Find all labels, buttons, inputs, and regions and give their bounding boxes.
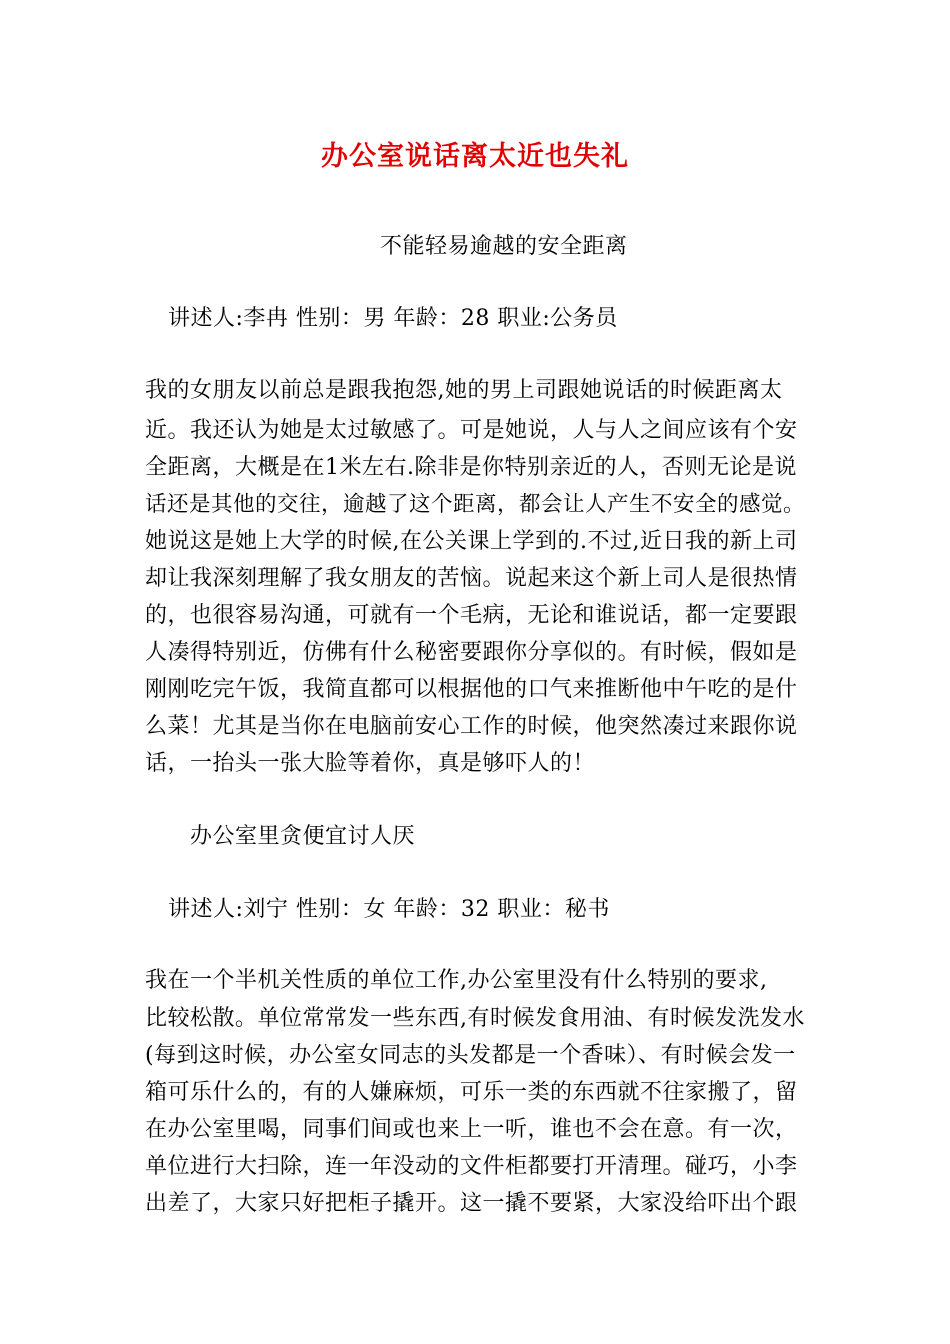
paragraph-line: 的，也很容易沟通，可就有一个毛病，无论和谁说话，都一定要跟 (145, 603, 798, 628)
paragraph-line: 么菜！尤其是当你在电脑前安心工作的时候，他突然凑过来跟你说 (145, 714, 798, 739)
narrator-info-1: 讲述人:李冉 性别：男 年龄：28 职业:公务员 (168, 306, 618, 331)
section-heading-1: 不能轻易逾越的安全距离 (380, 234, 628, 259)
paragraph-line: 近。我还认为她是太过敏感了。可是她说，人与人之间应该有个安 (145, 418, 798, 443)
paragraph-line: 在办公室里喝，同事们间或也来上一听，谁也不会在意。有一次， (145, 1117, 798, 1142)
paragraph-line: 刚刚吃完午饭，我简直都可以根据他的口气来推断他中午吃的是什 (145, 677, 798, 702)
document-title: 办公室说话离太近也失礼 (321, 141, 629, 172)
paragraph-line: 人凑得特别近，仿佛有什么秘密要跟你分享似的。有时候，假如是 (145, 640, 798, 665)
paragraph-line: 单位进行大扫除，连一年没动的文件柜都要打开清理。碰巧，小李 (145, 1154, 798, 1179)
paragraph-line: 箱可乐什么的，有的人嫌麻烦，可乐一类的东西就不往家搬了，留 (145, 1080, 798, 1105)
paragraph-line: 却让我深刻理解了我女朋友的苦恼。说起来这个新上司人是很热情 (145, 566, 798, 591)
narrator-info-2: 讲述人:刘宁 性别：女 年龄：32 职业：秘书 (168, 897, 610, 922)
paragraph-line: 话还是其他的交往，逾越了这个距离，都会让人产生不安全的感觉。 (145, 492, 806, 517)
paragraph-line: 全距离，大概是在1米左右.除非是你特别亲近的人，否则无论是说 (145, 455, 797, 480)
paragraph-line: 话，一抬头一张大脸等着你，真是够吓人的！ (145, 751, 596, 776)
paragraph-line: (每到这时候，办公室女同志的头发都是一个香味）、有时候会发一 (145, 1043, 796, 1068)
paragraph-line: 比较松散。单位常常发一些东西,有时候发食用油、有时候发洗发水 (145, 1006, 805, 1031)
section-heading-2: 办公室里贪便宜讨人厌 (190, 824, 416, 849)
paragraph-line: 我的女朋友以前总是跟我抱怨,她的男上司跟她说话的时候距离太 (145, 378, 783, 403)
paragraph-line: 出差了，大家只好把柜子撬开。这一撬不要紧，大家没给吓出个跟 (145, 1191, 798, 1216)
paragraph-line: 她说这是她上大学的时候,在公关课上学到的.不过,近日我的新上司 (145, 529, 798, 554)
paragraph-line: 我在一个半机关性质的单位工作,办公室里没有什么特别的要求, (145, 968, 768, 993)
